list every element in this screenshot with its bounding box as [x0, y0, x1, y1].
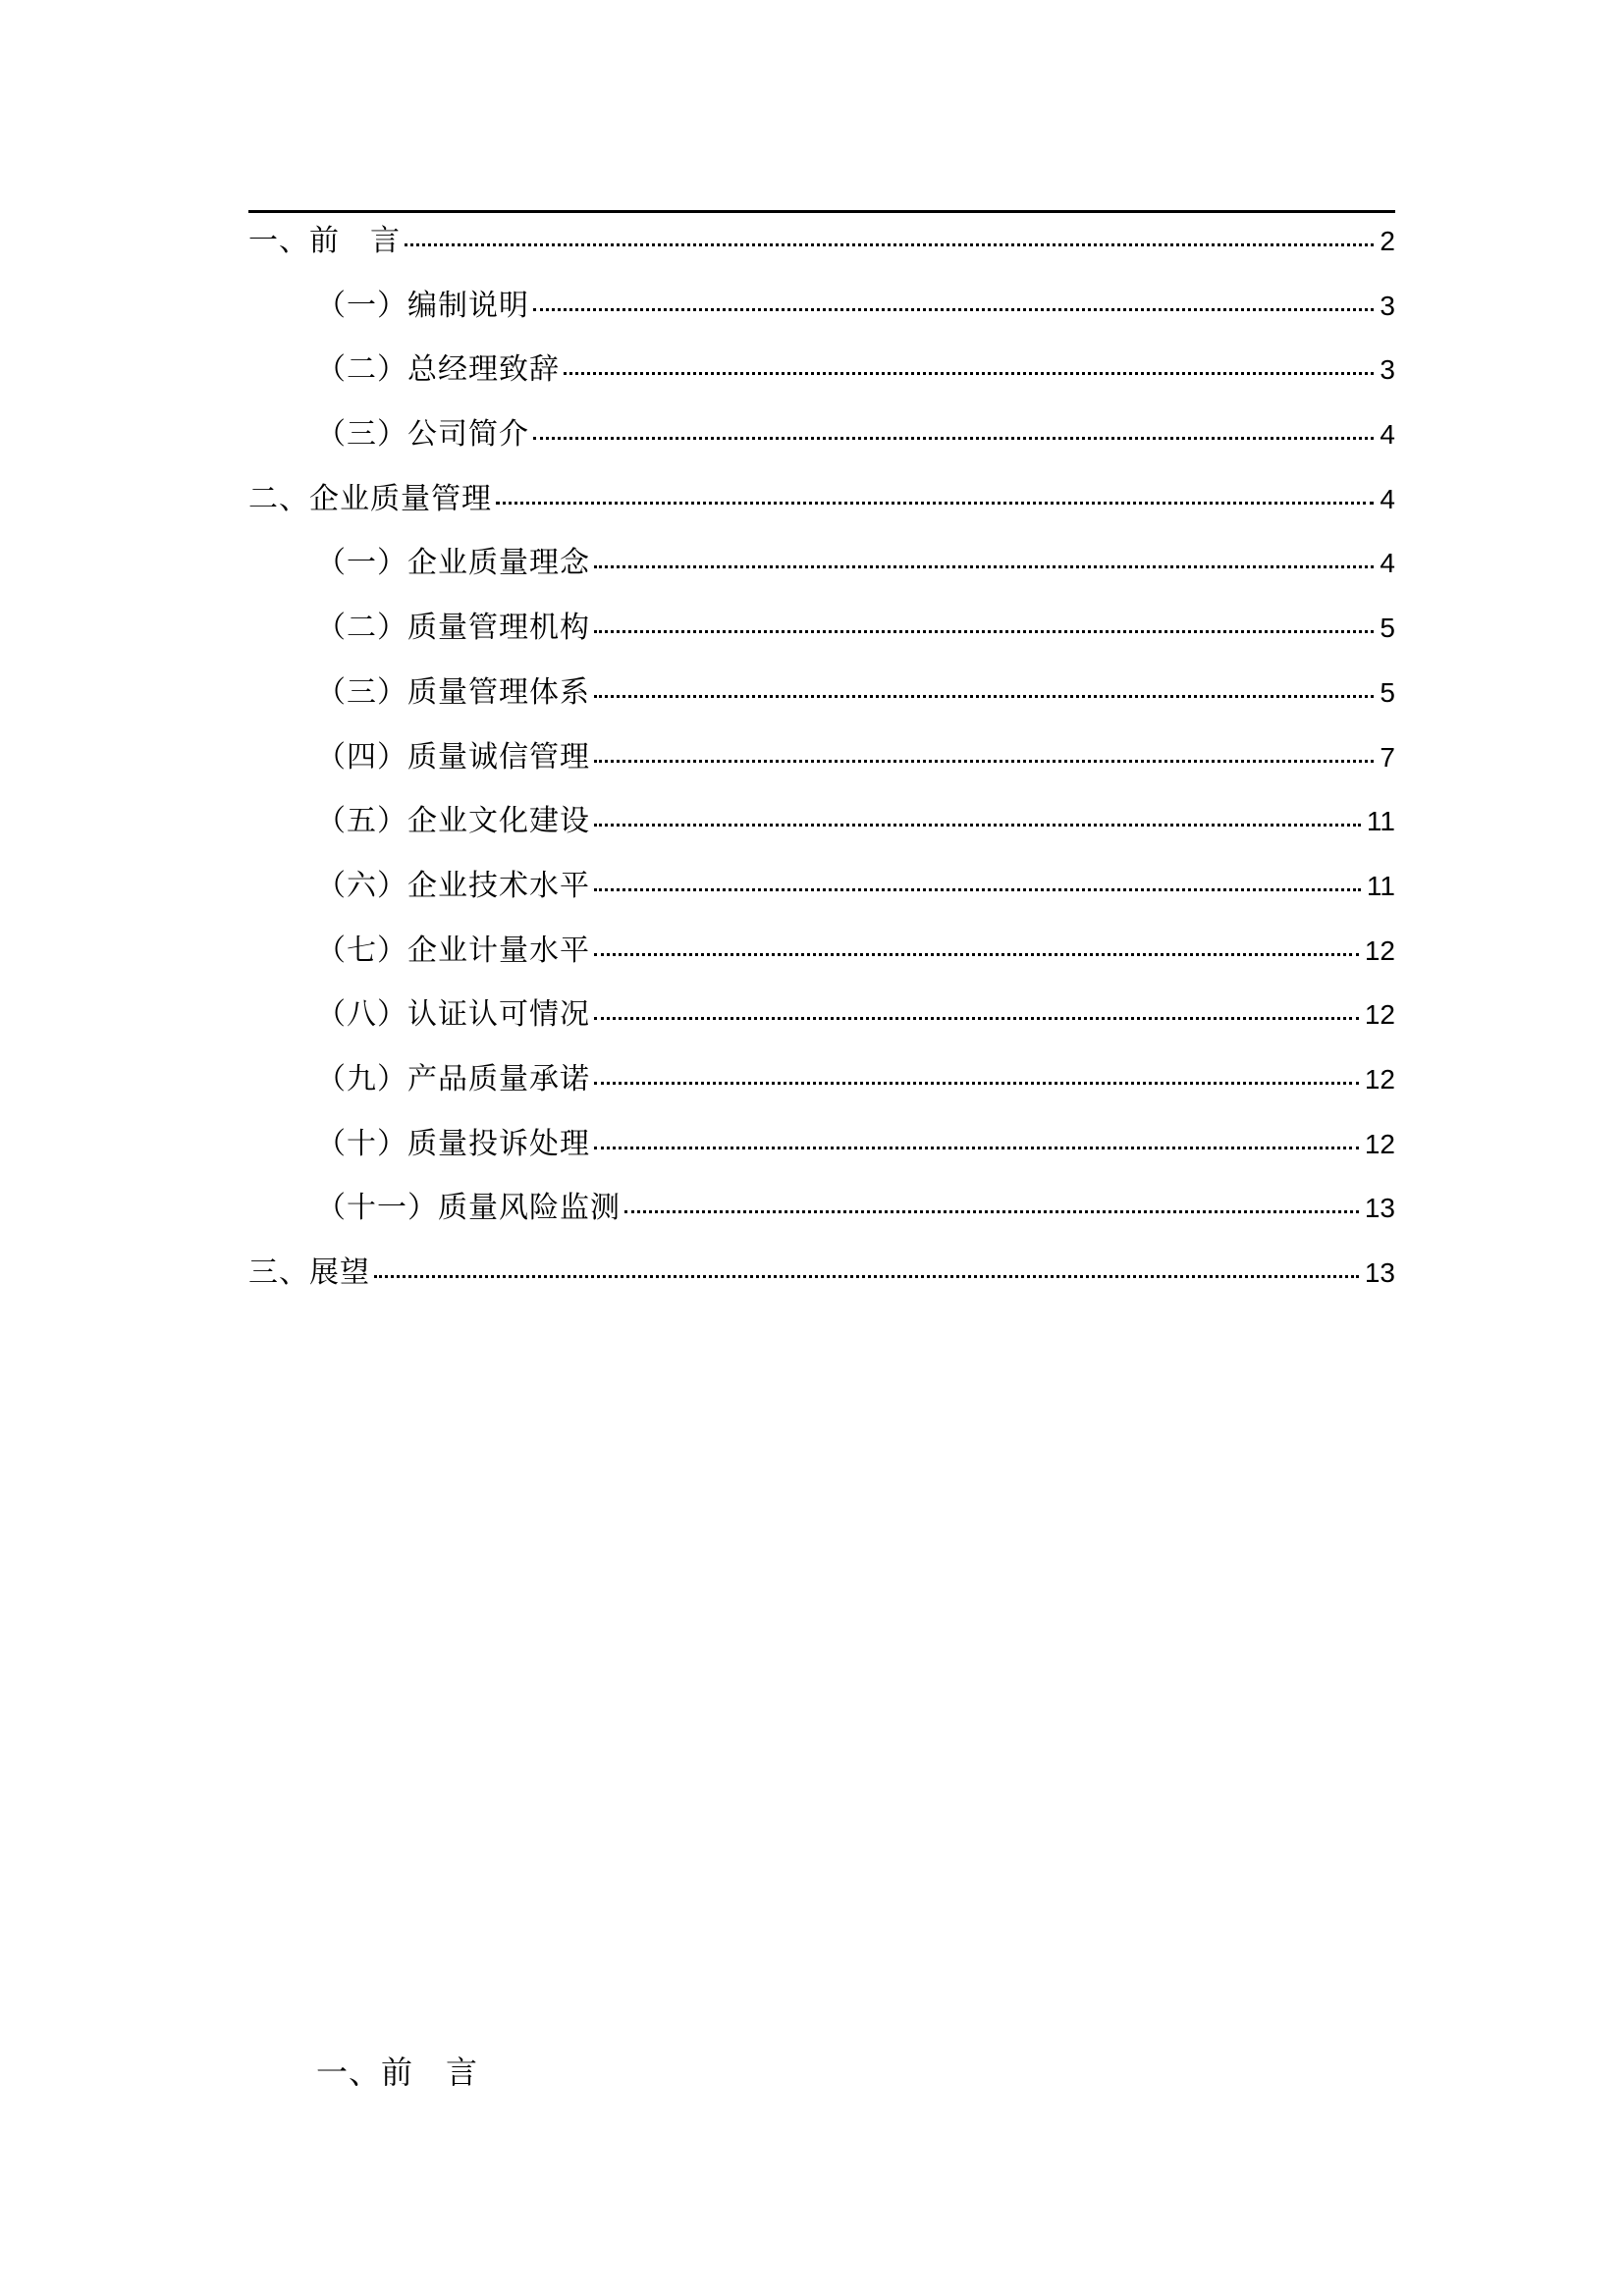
- toc-entry-label: （五）企业文化建设: [316, 804, 590, 839]
- toc-entry[interactable]: [248, 342, 1395, 406]
- toc-dot-leader: [564, 372, 1374, 375]
- toc-dot-leader: [496, 502, 1374, 505]
- toc-entry-page-number: 11: [1366, 870, 1395, 901]
- toc-entry-label: 二、企业质量管理: [248, 481, 492, 516]
- toc-entry[interactable]: [248, 987, 1395, 1051]
- toc-entry[interactable]: [248, 278, 1395, 343]
- toc-entry-label: （十）质量投诉处理: [316, 1126, 590, 1161]
- toc-entry[interactable]: [248, 793, 1395, 858]
- toc-entry-label: （二）总经理致辞: [316, 352, 560, 388]
- toc-entry-page-number: 4: [1380, 548, 1395, 579]
- toc-dot-leader: [594, 824, 1361, 827]
- toc-dot-leader: [594, 565, 1374, 568]
- toc-entry-page-number: 5: [1380, 613, 1395, 644]
- toc-dot-leader: [594, 888, 1361, 891]
- toc-dot-leader: [374, 1275, 1359, 1278]
- toc-dot-leader: [405, 243, 1374, 246]
- toc-entry-page-number: 12: [1364, 1128, 1395, 1159]
- toc-entry-page-number: 13: [1364, 1193, 1395, 1224]
- toc-entry-page-number: 12: [1364, 1063, 1395, 1095]
- toc-entry-page-number: 3: [1380, 354, 1395, 386]
- toc-dot-leader: [594, 1147, 1359, 1149]
- toc-entry-page-number: 13: [1364, 1257, 1395, 1288]
- toc-dot-leader: [594, 630, 1374, 633]
- toc-entry-label: （十一）质量风险监测: [316, 1191, 621, 1226]
- toc-entry-page-number: 4: [1380, 419, 1395, 451]
- toc-entry-page-number: 12: [1364, 999, 1395, 1031]
- toc-entry-page-number: 4: [1380, 483, 1395, 514]
- toc-entry-page-number: 3: [1380, 290, 1395, 321]
- toc-entry[interactable]: [248, 471, 1395, 536]
- toc-entry[interactable]: [248, 1116, 1395, 1181]
- toc-entry-label: 一、前 言: [248, 224, 401, 258]
- toc-entry-label: （三）公司简介: [316, 417, 529, 453]
- toc-entry[interactable]: [248, 923, 1395, 988]
- toc-dot-leader: [533, 308, 1374, 311]
- toc-dot-leader: [594, 1017, 1359, 1020]
- toc-entry-label: （四）质量诚信管理: [316, 739, 590, 774]
- toc-entry-label: 三、展望: [248, 1255, 370, 1290]
- toc-entry-label: （九）产品质量承诺: [316, 1061, 590, 1096]
- toc-entry[interactable]: [248, 858, 1395, 923]
- toc-dot-leader: [594, 760, 1374, 763]
- toc-entry[interactable]: [248, 729, 1395, 794]
- toc-entry[interactable]: [248, 535, 1395, 600]
- section-heading-preface: 一、前 言: [316, 2054, 479, 2091]
- toc-entry[interactable]: [248, 1051, 1395, 1116]
- toc-entry-page-number: 7: [1380, 741, 1395, 773]
- toc-entry[interactable]: [248, 665, 1395, 729]
- toc-entry-label: （六）企业技术水平: [316, 868, 590, 903]
- toc-entry[interactable]: [248, 1245, 1395, 1309]
- toc-entry-page-number: 11: [1366, 806, 1395, 837]
- toc-entry[interactable]: [248, 600, 1395, 665]
- toc-entry-page-number: 5: [1380, 676, 1395, 708]
- toc-entry[interactable]: [248, 213, 1395, 278]
- toc-dot-leader: [594, 695, 1374, 698]
- toc-dot-leader: [594, 1082, 1359, 1085]
- toc-dot-leader: [533, 437, 1374, 440]
- toc-entry-label: （七）企业计量水平: [316, 933, 590, 968]
- toc-dot-leader: [624, 1210, 1359, 1213]
- toc-entry-page-number: 2: [1380, 226, 1395, 256]
- toc-dot-leader: [594, 953, 1359, 956]
- toc-entry-label: （一）企业质量理念: [316, 546, 590, 581]
- table-of-contents: [248, 213, 1395, 1309]
- toc-entry-label: （三）质量管理体系: [316, 674, 590, 710]
- toc-entry-label: （一）编制说明: [316, 288, 529, 323]
- toc-entry[interactable]: [248, 1180, 1395, 1245]
- toc-entry[interactable]: [248, 406, 1395, 471]
- toc-entry-page-number: 12: [1364, 934, 1395, 966]
- toc-entry-label: （二）质量管理机构: [316, 611, 590, 646]
- toc-entry-label: （八）认证认可情况: [316, 997, 590, 1033]
